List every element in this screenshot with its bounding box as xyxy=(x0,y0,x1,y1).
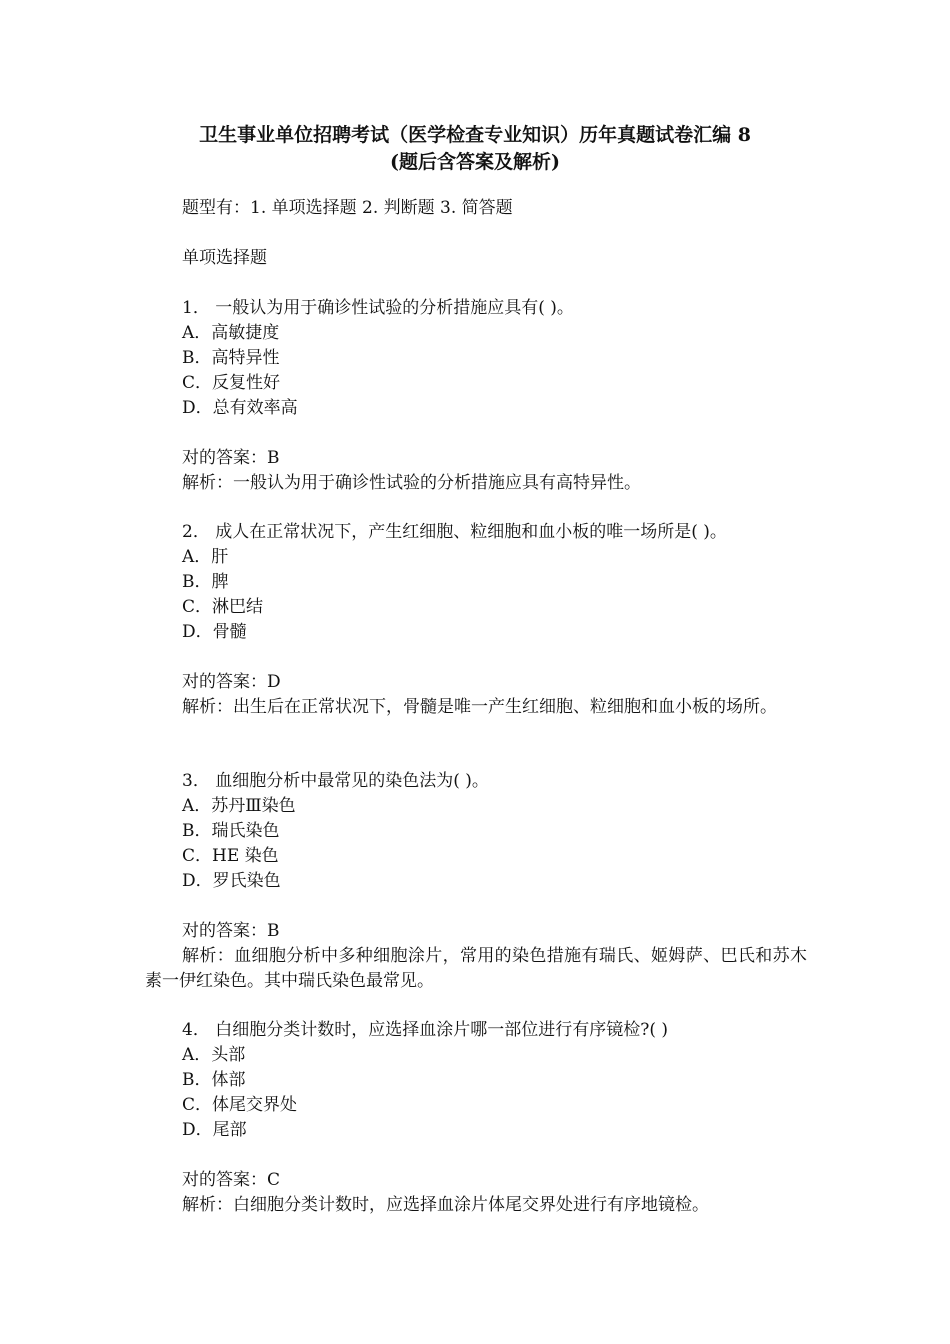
option-a: A．苏丹Ⅲ染色 xyxy=(182,796,296,816)
section-heading: 单项选择题 xyxy=(182,248,267,268)
option-b: B．脾 xyxy=(182,572,229,592)
option-a: A．头部 xyxy=(182,1045,246,1065)
option-c: C．HE 染色 xyxy=(182,846,279,866)
answer-line: 对的答案：D xyxy=(182,672,281,692)
answer-line: 对的答案：B xyxy=(182,448,280,468)
option-b: B．体部 xyxy=(182,1070,246,1090)
option-d: D．尾部 xyxy=(182,1120,247,1140)
option-a: A．高敏捷度 xyxy=(182,323,280,343)
answer-line: 对的答案：B xyxy=(182,921,280,941)
option-c: C．反复性好 xyxy=(182,373,281,393)
option-a: A．肝 xyxy=(182,547,229,567)
document-title xyxy=(120,122,830,176)
question-types-line: 题型有：1. 单项选择题 2. 判断题 3. 简答题 xyxy=(182,198,513,218)
option-c: C．淋巴结 xyxy=(182,597,264,617)
answer-line: 对的答案：C xyxy=(182,1170,281,1190)
option-b: B．高特异性 xyxy=(182,348,280,368)
option-b: B．瑞氏染色 xyxy=(182,821,280,841)
option-c: C．体尾交界处 xyxy=(182,1095,298,1115)
analysis-paragraph: 解析：出生后在正常状况下，骨髓是唯一产生红细胞、粒细胞和血小板的场所。 xyxy=(182,697,777,717)
question-stem: 1． 一般认为用于确诊性试验的分析措施应具有( )。 xyxy=(182,298,574,318)
title-line-2: (题后含答案及解析) xyxy=(390,151,560,173)
analysis-paragraph: 解析：一般认为用于确诊性试验的分析措施应具有高特异性。 xyxy=(182,473,641,493)
option-d: D．骨髓 xyxy=(182,622,247,642)
question-stem: 4． 白细胞分类计数时，应选择血涂片哪一部位进行有序镜检?( ) xyxy=(182,1020,669,1040)
question-stem: 3． 血细胞分析中最常见的染色法为( )。 xyxy=(182,771,489,791)
analysis-paragraph: 解析：白细胞分类计数时，应选择血涂片体尾交界处进行有序地镜检。 xyxy=(182,1195,709,1215)
option-d: D．罗氏染色 xyxy=(182,871,281,891)
analysis-paragraph: 解析：血细胞分析中多种细胞涂片，常用的染色措施有瑞氏、姬姆萨、巴氏和苏木素一伊红染色。其中瑞氏染色最常见。 xyxy=(145,946,807,991)
title-line-1: 卫生事业单位招聘考试（医学检查专业知识）历年真题试卷汇编 8 xyxy=(199,124,751,146)
question-stem: 2． 成人在正常状况下，产生红细胞、粒细胞和血小板的唯一场所是( )。 xyxy=(182,522,727,542)
option-d: D．总有效率高 xyxy=(182,398,298,418)
